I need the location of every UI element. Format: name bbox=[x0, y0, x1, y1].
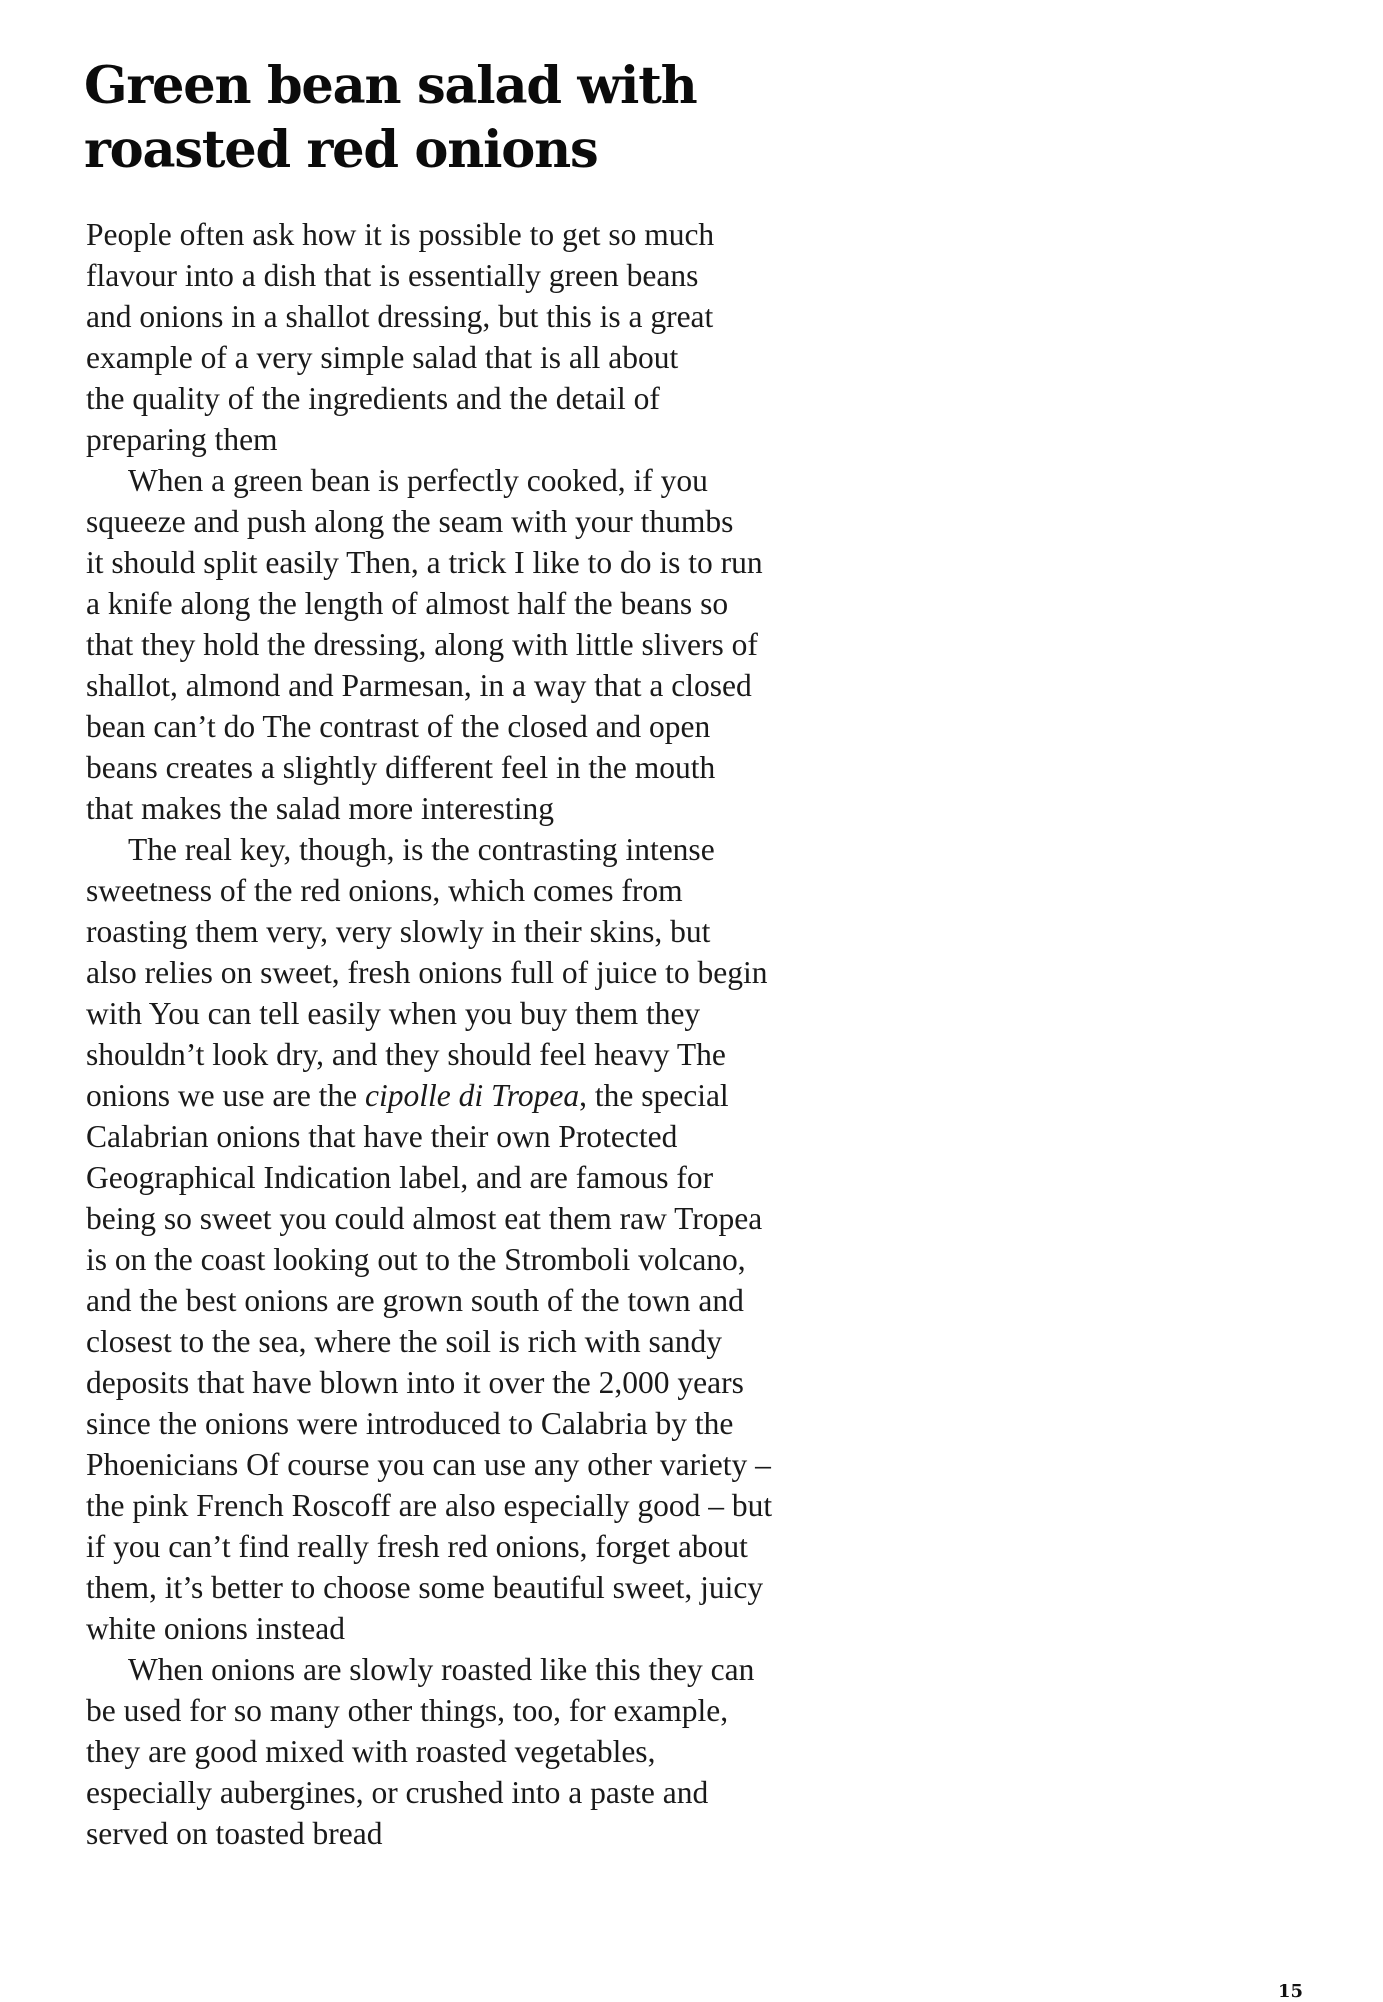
text-line: sweetness of the red onions, which comes from bbox=[86, 873, 683, 908]
text-line: they are good mixed with roasted vegetables, bbox=[86, 1734, 656, 1769]
text-line: white onions instead bbox=[86, 1611, 345, 1646]
paragraph-3 bbox=[86, 829, 946, 1649]
text-line: The real key, though, is the contrasting intense bbox=[128, 832, 715, 867]
text-line: the pink French Roscoff are also especially good – but bbox=[86, 1488, 773, 1523]
text-line: shallot, almond and Parmesan, in a way that a closed bbox=[86, 668, 752, 703]
text-line: and onions in a shallot dressing, but this is a great bbox=[86, 299, 714, 334]
text-line: them, it’s better to choose some beautiful sweet, juicy bbox=[86, 1570, 764, 1605]
text-line: Phoenicians Of course you can use any other variety – bbox=[86, 1447, 771, 1482]
text-line-with-italic bbox=[86, 1075, 946, 1116]
text-line: especially aubergines, or crushed into a paste and bbox=[86, 1775, 709, 1810]
text-fragment: , the special bbox=[579, 1078, 729, 1113]
text-line: that they hold the dressing, along with little slivers of bbox=[86, 627, 758, 662]
text-line: with You can tell easily when you buy them they bbox=[86, 996, 701, 1031]
text-line: flavour into a dish that is essentially green beans bbox=[86, 258, 699, 293]
text-line: served on toasted bread bbox=[86, 1816, 383, 1851]
text-line: When onions are slowly roasted like this they can bbox=[128, 1652, 755, 1687]
text-line: beans creates a slightly different feel in the mouth bbox=[86, 750, 716, 785]
text-line: being so sweet you could almost eat them raw Tropea bbox=[86, 1201, 763, 1236]
text-line: be used for so many other things, too, for example, bbox=[86, 1693, 729, 1728]
text-line: Geographical Indication label, and are famous for bbox=[86, 1160, 714, 1195]
text-line: example of a very simple salad that is all about bbox=[86, 340, 679, 375]
text-line: squeeze and push along the seam with your thumbs bbox=[86, 504, 734, 539]
recipe-title bbox=[84, 54, 984, 182]
page-number: 15 bbox=[1278, 1981, 1304, 2002]
paragraph-2 bbox=[86, 460, 946, 829]
text-line: and the best onions are grown south of the town and bbox=[86, 1283, 744, 1318]
text-line: also relies on sweet, fresh onions full of juice to begin bbox=[86, 955, 768, 990]
text-line: deposits that have blown into it over the 2,000 years bbox=[86, 1365, 744, 1400]
text-line: that makes the salad more interesting bbox=[86, 791, 554, 826]
text-line: it should split easily Then, a trick I like to do is to run bbox=[86, 545, 763, 580]
text-line: People often ask how it is possible to get so much bbox=[86, 217, 715, 252]
text-line: shouldn’t look dry, and they should feel heavy The bbox=[86, 1037, 726, 1072]
text-line: Calabrian onions that have their own Protected bbox=[86, 1119, 678, 1154]
text-line: the quality of the ingredients and the detail of bbox=[86, 381, 660, 416]
text-line: preparing them bbox=[86, 422, 278, 457]
text-line: is on the coast looking out to the Stromboli volcano, bbox=[86, 1242, 746, 1277]
text-line: When a green bean is perfectly cooked, if you bbox=[128, 463, 708, 498]
text-line: a knife along the length of almost half the beans so bbox=[86, 586, 729, 621]
italic-onion-name: cipolle di Tropea bbox=[365, 1078, 580, 1113]
recipe-introduction bbox=[86, 214, 946, 1854]
title-line-1: Green bean salad with bbox=[84, 56, 697, 116]
title-line-2: roasted red onions bbox=[84, 120, 598, 180]
text-line: bean can’t do The contrast of the closed and open bbox=[86, 709, 711, 744]
paragraph-4 bbox=[86, 1649, 946, 1854]
text-fragment: onions we use are the bbox=[86, 1078, 366, 1113]
text-line: if you can’t find really fresh red onions, forget about bbox=[86, 1529, 748, 1564]
paragraph-1 bbox=[86, 214, 946, 460]
text-line: since the onions were introduced to Calabria by the bbox=[86, 1406, 734, 1441]
text-line: roasting them very, very slowly in their skins, but bbox=[86, 914, 711, 949]
text-line: closest to the sea, where the soil is rich with sandy bbox=[86, 1324, 722, 1359]
